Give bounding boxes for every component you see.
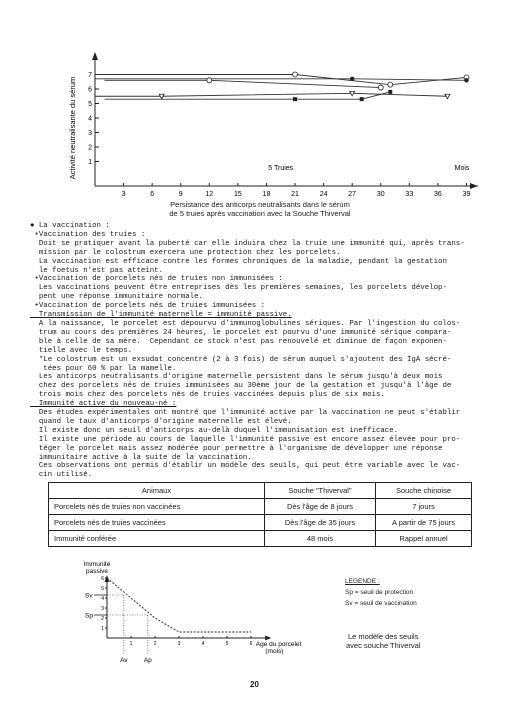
table-cell: 7 jours (376, 499, 472, 515)
x-tick-label: 39 (462, 191, 471, 198)
x-axis-arrow (265, 636, 271, 641)
series-line (107, 578, 251, 632)
threshold-model-chart (55, 558, 302, 668)
body-line: pent une réponse immunitaire normale. (30, 293, 203, 302)
caption-line-1: Persistance des anticorps neutralisants dans le sérum (170, 200, 350, 209)
data-point (464, 78, 468, 82)
y-axis-arrow (92, 52, 98, 60)
table-cell: Rappel annuel (376, 531, 472, 547)
x-axis-label: Mois (454, 165, 470, 172)
body-line: le foetus n'est pas atteint. (30, 266, 164, 275)
sv-marker-label: Sv (85, 592, 93, 600)
av-marker-label: Av (120, 657, 128, 664)
y-tick-label: 2 (101, 616, 104, 622)
y-tick-label: 5 (88, 101, 92, 108)
model-caption (346, 632, 420, 650)
x-axis-arrow (470, 183, 478, 189)
table-header-cell: Souche "Thiverval" (265, 483, 376, 499)
body-line: chez des porcelets nés de truies immunisées au 30ème jour de la gestation et jusqu'à l'âge de (30, 382, 452, 391)
body-line: ● La vaccination : (30, 222, 110, 230)
body-line: quand le taux d'anticorps d'origine maternelle est élevé. (30, 417, 292, 426)
body-line: tielle avec le temps. (30, 346, 133, 355)
body-text (30, 222, 492, 480)
data-point (293, 97, 297, 101)
table-cell: Porcelets nés de truies vaccinées (49, 515, 265, 531)
y-axis-label: Activité neutralisante du sérum (68, 76, 77, 180)
y-axis-label-2: passive (85, 568, 109, 575)
table-cell: Dès l'âge de 35 jours (265, 515, 376, 531)
body-line: •Vaccination des truies : (30, 230, 146, 239)
body-line: trum au cours des premières 24 heures, le porcelet est pourvu d'une immunité sérique compara- (30, 328, 452, 337)
body-line: cin utilisé. (30, 471, 93, 480)
x-tick-label: 3 (121, 191, 126, 198)
x-tick-label: 24 (319, 191, 328, 198)
x-tick-label: 18 (262, 191, 271, 198)
y-tick-label: 1 (101, 626, 104, 632)
body-line: •Vaccination de porcelets nés de truies non immunisées : (30, 275, 283, 284)
y-tick-label: 3 (88, 130, 92, 137)
y-tick-label: 7 (88, 72, 92, 79)
legend (345, 576, 417, 609)
x-tick-label: 21 (291, 191, 299, 198)
sp-marker-label: Sp (85, 612, 93, 620)
x-tick-label: 15 (233, 191, 242, 198)
body-line: trois mois chez des porcelets nés de truies vaccinées depuis plus de six mois. (30, 391, 385, 400)
data-point (207, 78, 212, 83)
data-point (388, 90, 392, 94)
body-line: Doit se pratiquer avant la puberté car elle induira chez la truie une immunité qui, après trans- (30, 239, 465, 248)
data-point (293, 72, 298, 77)
table-row (49, 499, 472, 515)
page-number: 20 (250, 680, 259, 689)
body-line: Il existe une période au cours de laquelle l'immunité passive est encore assez élevée pour pro- (30, 435, 461, 444)
data-point (350, 77, 354, 81)
table-cell: A partir de 75 jours (376, 515, 472, 531)
table-cell: Dès l'âge de 8 jours (265, 499, 376, 515)
table-header-cell: Souche chinoise (376, 483, 472, 499)
body-line: Transmission de l'immunité maternelle = immunité passive. (30, 311, 292, 320)
model-caption-line-1: Le modèle des seuils (348, 632, 419, 641)
data-point (360, 97, 364, 101)
table-header-row (49, 483, 472, 499)
body-line: mission par le colostrum exercera une protection chez les porcelets. (30, 248, 341, 257)
y-tick-label: 4 (88, 115, 92, 123)
x-tick-label: 2 (153, 641, 157, 647)
caption-line-2: de 5 truies après vaccination avec la Souche Thiverval (169, 209, 351, 218)
x-tick-label: 27 (348, 191, 357, 198)
chart-caption (40, 200, 480, 218)
body-line: Ces observations ont permis d'établir un modèle des seuils, qui peut être variable avec le vac- (30, 462, 461, 471)
table-cell: Immunité conférée (49, 531, 265, 547)
x-tick-label: 30 (376, 191, 385, 198)
y-tick-label: 3 (101, 606, 104, 612)
x-tick-label: 33 (405, 191, 414, 198)
table-cell: Porcelets nés de truies non vaccinées (49, 499, 265, 515)
body-line: *Le colostrum est un exsudat concentré (2 à 3 fois) de sérum auquel s'ajoutent des IgA sécré- (30, 355, 452, 364)
body-line: Des études expérimentales ont montré que l'immunité active par la vaccination ne peut s'établir (30, 409, 461, 418)
x-axis-label-1: Age du porcelet (255, 641, 302, 648)
body-line: Il existe donc un seuil d'anticorps au-delà duquel l'immunisation est inefficace. (30, 426, 399, 435)
table-header-cell: Animaux (49, 483, 265, 499)
body-line: téger le porcelet mais assez modérée pour permettre à l'organisme de développer une réponse (30, 444, 443, 453)
x-axis-label-2: (mois) (265, 648, 284, 655)
data-point (388, 82, 393, 87)
legend-sv: Sv = seuil de vaccination (345, 600, 417, 607)
x-tick-label: 6 (249, 641, 253, 647)
body-line: tées pour 60 % par la mamelle. (30, 364, 177, 373)
legend-sp: Sp = seuil de protection (345, 589, 414, 596)
table-row (49, 515, 472, 531)
table-cell: 48 mois (265, 531, 376, 547)
body-line: Les anticorps neutralisants d'origine maternelle persistent dans le sérum jusqu'à deux mois (30, 373, 443, 382)
vaccination-table (48, 482, 472, 547)
y-tick-label: 6 (101, 576, 104, 582)
x-tick-label: 3 (177, 641, 181, 647)
y-axis-label-1: Immunité (83, 561, 111, 568)
series-line (95, 93, 447, 96)
y-tick-label: 4 (101, 596, 104, 602)
x-tick-label: 36 (434, 191, 442, 198)
data-point (378, 85, 383, 90)
body-line: ble à celle de sa mère. Cependant ce stock n'est pas renouvelé et diminue de façon exponen- (30, 337, 447, 346)
persistence-chart (40, 40, 480, 200)
series-line (105, 80, 381, 87)
x-tick-label: 9 (178, 191, 183, 198)
body-line: Les vaccinations peuvent être entreprises dès les premières semaines, les porcelets dévelop- (30, 284, 447, 293)
ap-marker-label: Ap (143, 657, 152, 664)
body-line: Immunité active du nouveau-né : (30, 400, 177, 409)
y-tick-label: 2 (88, 144, 92, 152)
y-tick-label: 1 (88, 159, 92, 166)
body-line: La vaccination est efficace contre les formes chroniques de la maladie, pendant la gestation (30, 257, 447, 266)
x-tick-label: 4 (201, 641, 205, 647)
x-tick-label: 12 (205, 191, 214, 198)
model-caption-line-2: avec souche Thiverval (346, 641, 421, 650)
y-tick-label: 6 (88, 86, 92, 94)
x-tick-label: 1 (129, 641, 133, 647)
y-tick-label: 5 (101, 586, 104, 592)
x-tick-label: 5 (225, 641, 229, 647)
body-line: immunitaire active à la suite de la vaccination. (30, 453, 252, 462)
body-line: •Vaccination de porcelets nés de truies immunisées : (30, 302, 266, 311)
legend-title: LEGENDE : (345, 578, 380, 585)
table-row (49, 531, 472, 547)
chart-annotation: 5 Truies (268, 165, 294, 172)
x-tick-label: 6 (150, 191, 155, 198)
body-line: A la naissance, le porcelet est dépourvu d'immunoglobulines sériques. Par l'ingestion du colos- (30, 319, 461, 328)
